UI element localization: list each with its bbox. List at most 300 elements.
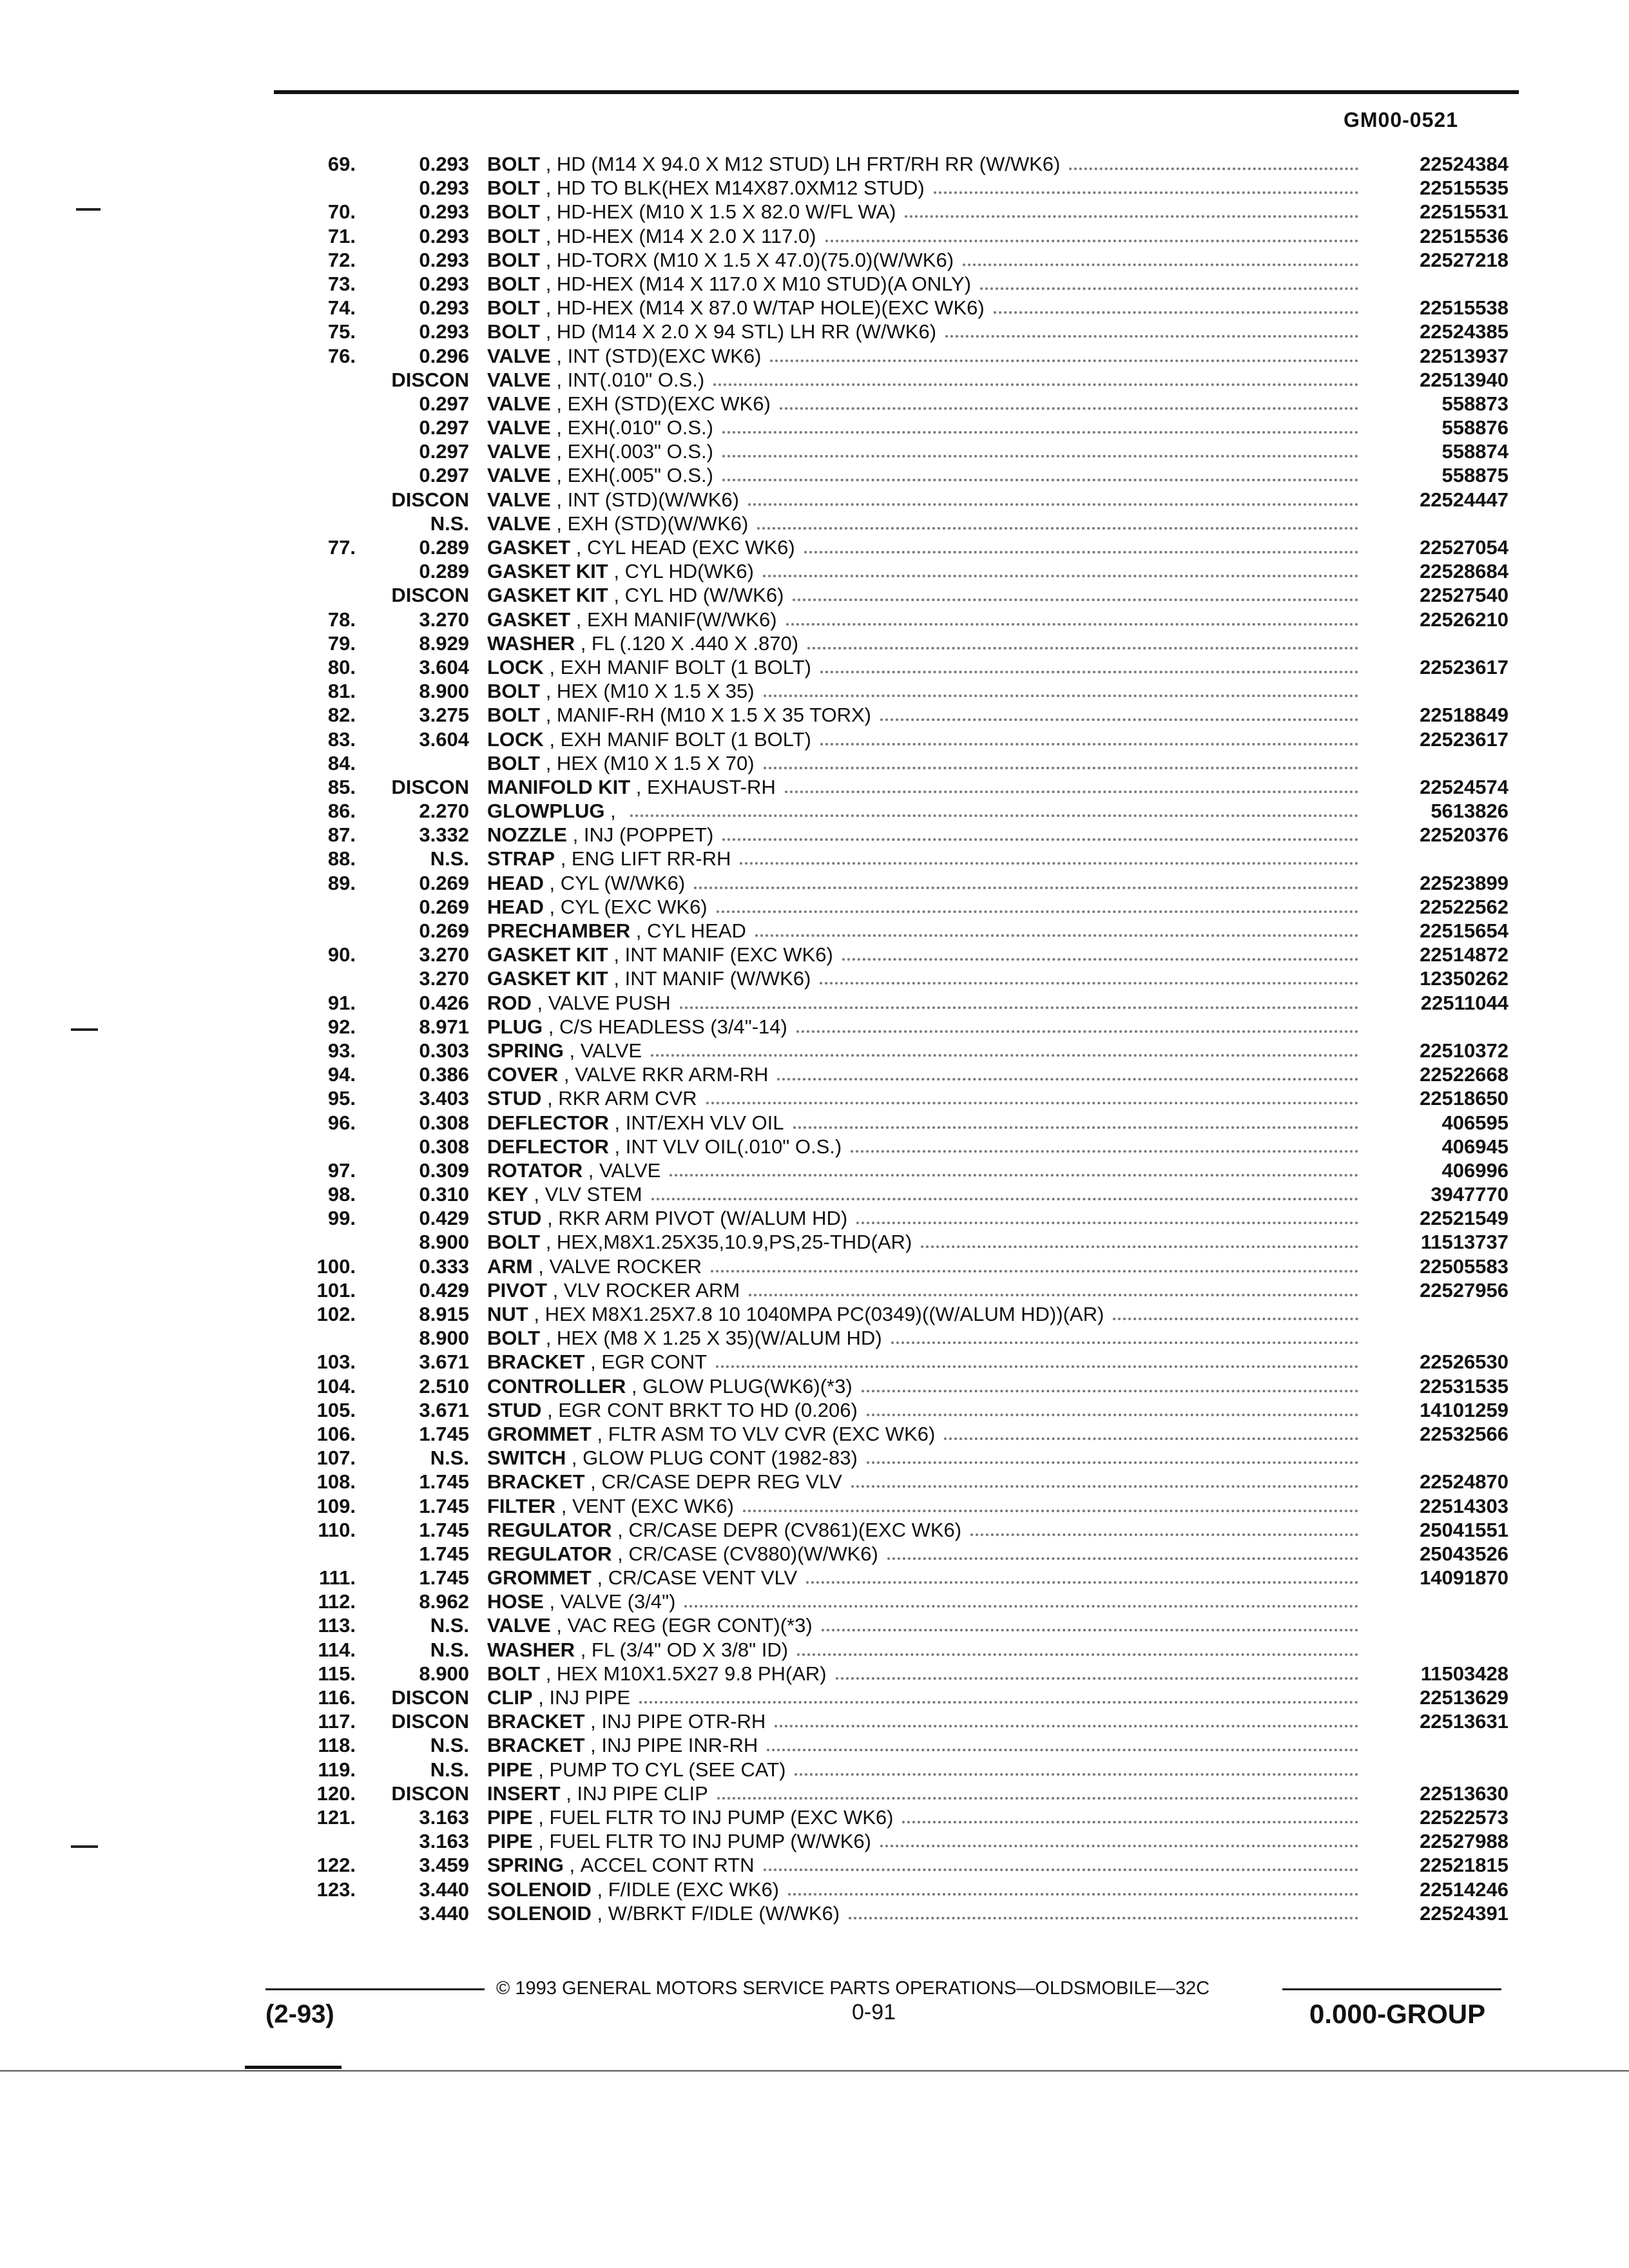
item-number: 108.	[316, 1470, 356, 1494]
parts-row	[0, 1135, 1629, 1158]
separator: ,	[543, 871, 561, 894]
part-description	[487, 1230, 1358, 1254]
dot-leader	[796, 1015, 1358, 1033]
dot-leader	[902, 1805, 1358, 1823]
item-number: 91.	[327, 991, 356, 1014]
group-number: 2.510	[419, 1374, 469, 1398]
dot-leader	[670, 1158, 1358, 1177]
dot-leader	[795, 1758, 1358, 1776]
group-number: 0.293	[419, 224, 469, 247]
part-description	[487, 943, 1358, 966]
part-detail: CYL (W/WK6)	[560, 871, 686, 894]
part-number: 11513737	[1420, 1231, 1509, 1254]
parts-row	[0, 1086, 1629, 1110]
parts-row	[0, 488, 1629, 512]
parts-row	[0, 895, 1629, 919]
part-name: ROD	[487, 991, 532, 1014]
dot-leader	[1113, 1302, 1358, 1320]
footer-scan-mark	[245, 2066, 342, 2069]
part-detail: EGR CONT BRKT TO HD (0.206)	[558, 1398, 858, 1421]
part-detail: HEX,M8X1.25X35,10.9,PS,25-THD(AR)	[556, 1231, 912, 1254]
parts-row	[0, 679, 1629, 703]
part-detail: RKR ARM PIVOT (W/ALUM HD)	[558, 1207, 848, 1230]
part-number: 22514872	[1420, 943, 1509, 966]
group-number: N.S.	[430, 1734, 469, 1757]
group-number: 0.293	[419, 248, 469, 271]
part-name: PLUG	[487, 1015, 543, 1038]
dot-leader	[820, 655, 1358, 673]
group-number: 0.297	[419, 464, 469, 487]
separator: ,	[608, 560, 625, 583]
part-description	[487, 512, 1358, 535]
part-detail: VALVE ROCKER	[549, 1254, 702, 1278]
part-number: 11503428	[1420, 1662, 1509, 1685]
part-name: BOLT	[487, 680, 541, 703]
part-number: 22524870	[1420, 1470, 1509, 1494]
separator: ,	[528, 1183, 545, 1206]
part-detail: CR/CASE (CV880)(W/WK6)	[628, 1542, 878, 1565]
dot-leader	[716, 1350, 1358, 1368]
separator: ,	[543, 895, 561, 918]
separator: ,	[543, 1590, 561, 1613]
part-detail: ACCEL CONT RTN	[580, 1854, 755, 1877]
item-number: 79.	[327, 631, 356, 655]
item-number: 115.	[318, 1662, 356, 1685]
part-name: WASHER	[487, 631, 575, 655]
separator: ,	[543, 655, 561, 678]
group-number: 3.275	[419, 704, 469, 727]
dot-leader	[722, 823, 1358, 841]
part-name: ROTATOR	[487, 1158, 583, 1182]
separator: ,	[540, 296, 557, 320]
item-number: 118.	[318, 1734, 356, 1757]
item-number: 116.	[318, 1686, 356, 1709]
parts-row	[0, 224, 1629, 248]
item-number: 76.	[327, 344, 356, 367]
item-number: 69.	[327, 153, 356, 175]
part-description	[487, 392, 1358, 416]
part-detail: EXH (STD)(EXC WK6)	[567, 392, 771, 415]
group-number: DISCON	[391, 1710, 469, 1733]
group-number: 0.386	[419, 1063, 469, 1086]
group-number: 3.604	[419, 655, 469, 678]
group-number: 1.745	[419, 1518, 469, 1541]
part-detail: HD-HEX (M14 X 2.0 X 117.0)	[556, 224, 816, 247]
parts-row	[0, 775, 1629, 799]
group-number: 0.297	[419, 392, 469, 415]
part-name: REGULATOR	[487, 1518, 612, 1541]
part-number: 22520376	[1420, 823, 1509, 847]
part-description	[487, 655, 1358, 679]
part-name: STUD	[487, 1398, 542, 1421]
group-number: 0.293	[419, 320, 469, 343]
group-number: DISCON	[391, 775, 469, 798]
group-number: DISCON	[391, 368, 469, 391]
item-number: 84.	[327, 751, 356, 774]
part-detail: CYL HD(WK6)	[624, 560, 754, 583]
dot-leader	[851, 1470, 1358, 1488]
item-number: 111.	[319, 1566, 356, 1590]
part-name: SPRING	[487, 1854, 564, 1877]
part-name: VALVE	[487, 1614, 551, 1637]
part-name: NOZZLE	[487, 823, 567, 847]
part-description	[487, 320, 1358, 343]
part-description	[487, 799, 1358, 823]
part-name: BOLT	[487, 272, 541, 295]
item-number: 119.	[318, 1758, 356, 1781]
separator: ,	[566, 1446, 583, 1470]
part-number: 22524447	[1420, 488, 1509, 511]
parts-row	[0, 1446, 1629, 1470]
part-detail: HEX M10X1.5X27 9.8 PH(AR)	[556, 1662, 827, 1685]
part-number: 14101259	[1420, 1398, 1509, 1421]
dot-leader	[764, 1853, 1358, 1871]
part-detail: INT (STD)(W/WK6)	[567, 488, 739, 511]
part-number: 22527956	[1420, 1278, 1509, 1302]
dot-leader	[842, 943, 1358, 961]
part-description	[487, 1805, 1358, 1829]
part-name: BOLT	[487, 224, 541, 247]
group-number: 0.308	[419, 1135, 469, 1158]
item-number: 83.	[327, 727, 356, 751]
parts-row	[0, 847, 1629, 870]
separator: ,	[541, 1087, 559, 1110]
parts-row	[0, 1566, 1629, 1590]
separator: ,	[583, 1158, 599, 1182]
part-name: BOLT	[487, 200, 541, 224]
part-name: ARM	[487, 1254, 533, 1278]
separator: ,	[540, 751, 557, 774]
parts-row	[0, 248, 1629, 272]
part-name: INSERT	[487, 1782, 561, 1805]
parts-row	[0, 1422, 1629, 1446]
group-number: N.S.	[430, 1446, 469, 1470]
part-detail: HD TO BLK(HEX M14X87.0XM12 STUD)	[556, 177, 925, 200]
item-number: 70.	[327, 200, 356, 224]
group-number: 3.163	[419, 1830, 469, 1853]
group-number: DISCON	[391, 1782, 469, 1805]
item-number: 95.	[327, 1087, 356, 1110]
parts-row	[0, 1158, 1629, 1182]
parts-row	[0, 1901, 1629, 1925]
dot-leader	[780, 392, 1358, 410]
item-number: 74.	[327, 296, 356, 320]
document-code: GM00-0521	[1344, 108, 1458, 131]
item-number: 82.	[327, 704, 356, 727]
group-number: 8.900	[419, 680, 469, 703]
parts-row	[0, 368, 1629, 392]
group-number: 1.745	[419, 1542, 469, 1565]
part-description	[487, 1135, 1358, 1158]
part-name: BOLT	[487, 296, 541, 320]
part-name: BRACKET	[487, 1470, 585, 1494]
dot-leader	[755, 919, 1358, 937]
part-detail: GLOW PLUG(WK6)(*3)	[642, 1374, 853, 1398]
part-detail: HEX (M10 X 1.5 X 35)	[556, 680, 755, 703]
part-number: 22518650	[1420, 1087, 1509, 1110]
part-number: 22521815	[1420, 1854, 1509, 1877]
part-name: GROMMET	[487, 1566, 592, 1590]
group-number: 8.929	[419, 631, 469, 655]
part-description	[487, 1302, 1358, 1326]
parts-row	[0, 1278, 1629, 1302]
parts-row	[0, 1518, 1629, 1542]
parts-row	[0, 1254, 1629, 1278]
group-number: 0.293	[419, 177, 469, 200]
separator: ,	[540, 224, 557, 247]
dot-leader	[763, 559, 1358, 577]
parts-row	[0, 1662, 1629, 1686]
dot-leader	[757, 512, 1358, 530]
part-name: BRACKET	[487, 1710, 585, 1733]
part-name: MANIFOLD KIT	[487, 775, 631, 798]
part-description	[487, 871, 1358, 895]
separator: ,	[550, 1614, 568, 1637]
part-name: SWITCH	[487, 1446, 566, 1470]
dot-leader	[706, 1086, 1358, 1104]
parts-row	[0, 966, 1629, 990]
part-number: 22524391	[1420, 1901, 1509, 1925]
dot-leader	[764, 679, 1358, 697]
part-detail: INJ (POPPET)	[583, 823, 714, 847]
part-name: KEY	[487, 1183, 528, 1206]
dot-leader	[980, 272, 1358, 290]
separator: ,	[555, 1494, 573, 1517]
part-description	[487, 344, 1358, 368]
part-detail: INT/EXH VLV OIL	[625, 1111, 784, 1134]
separator: ,	[563, 1039, 581, 1062]
dot-leader	[713, 368, 1358, 386]
part-detail: GLOW PLUG CONT (1982-83)	[583, 1446, 858, 1470]
part-description	[487, 200, 1358, 224]
part-description	[487, 1638, 1358, 1662]
item-number: 73.	[327, 272, 356, 295]
part-number: 22524574	[1420, 775, 1509, 798]
part-description	[487, 1782, 1358, 1805]
part-description	[487, 416, 1358, 439]
dot-leader	[770, 344, 1358, 362]
group-number: 0.426	[419, 991, 469, 1014]
part-number: 22513629	[1420, 1686, 1509, 1709]
group-number: 3.440	[419, 1901, 469, 1925]
part-name: DEFLECTOR	[487, 1111, 609, 1134]
part-detail: HD (M14 X 2.0 X 94 STL) LH RR (W/WK6)	[556, 320, 937, 343]
group-number: 3.459	[419, 1854, 469, 1877]
parts-row	[0, 1542, 1629, 1566]
group-number: N.S.	[430, 512, 469, 535]
parts-row	[0, 1686, 1629, 1709]
separator: ,	[626, 1374, 643, 1398]
parts-row	[0, 200, 1629, 224]
part-name: WASHER	[487, 1638, 575, 1661]
part-name: VALVE	[487, 464, 551, 487]
dot-leader	[722, 439, 1358, 457]
parts-row	[0, 416, 1629, 439]
dot-leader	[749, 1278, 1358, 1296]
part-name: GLOWPLUG	[487, 800, 605, 823]
dot-leader	[717, 1782, 1358, 1800]
separator: ,	[540, 177, 557, 200]
part-number: 558875	[1441, 464, 1509, 487]
parts-row	[0, 1302, 1629, 1326]
part-number: 22522573	[1420, 1805, 1509, 1829]
part-number: 406945	[1441, 1135, 1509, 1158]
group-number: DISCON	[391, 1686, 469, 1709]
dot-leader	[970, 1518, 1358, 1536]
parts-row	[0, 655, 1629, 679]
part-detail: CYL (EXC WK6)	[560, 895, 708, 918]
item-number: 103.	[316, 1350, 356, 1374]
separator: ,	[630, 775, 647, 798]
part-description	[487, 1566, 1358, 1590]
part-detail: VALVE PUSH	[548, 991, 671, 1014]
part-detail: HD-HEX (M14 X 117.0 X M10 STUD)(A ONLY)	[556, 272, 972, 295]
part-number: 22523617	[1420, 655, 1509, 678]
group-number: 0.309	[419, 1158, 469, 1182]
part-number: 22513940	[1420, 368, 1509, 391]
separator: ,	[532, 1758, 550, 1781]
part-detail: CYL HEAD (EXC WK6)	[587, 536, 795, 559]
part-description	[487, 1542, 1358, 1566]
parts-row	[0, 727, 1629, 751]
part-detail: VLV STEM	[545, 1183, 642, 1206]
part-description	[487, 608, 1358, 631]
part-number: 22515536	[1420, 224, 1509, 247]
part-number: 22527988	[1420, 1830, 1509, 1853]
separator: ,	[540, 200, 557, 224]
part-number: 22518849	[1420, 704, 1509, 727]
part-description	[487, 1733, 1358, 1757]
separator: ,	[540, 320, 557, 343]
part-number: 22523617	[1420, 727, 1509, 751]
part-description	[487, 1086, 1358, 1110]
part-number: 22532566	[1420, 1422, 1509, 1445]
separator: ,	[575, 631, 592, 655]
part-description	[487, 296, 1358, 320]
item-number: 94.	[327, 1063, 356, 1086]
part-description	[487, 703, 1358, 727]
part-name: DEFLECTOR	[487, 1135, 609, 1158]
dot-leader	[764, 751, 1358, 769]
parts-row	[0, 1638, 1629, 1662]
parts-row	[0, 152, 1629, 176]
part-number: 14091870	[1420, 1566, 1509, 1590]
dot-leader	[722, 416, 1358, 434]
part-detail: F/IDLE (EXC WK6)	[608, 1878, 780, 1901]
separator: ,	[550, 464, 568, 487]
separator: ,	[550, 344, 568, 367]
separator: ,	[550, 368, 568, 391]
dot-leader	[785, 775, 1358, 793]
group-number: 8.915	[419, 1303, 469, 1325]
part-name: BRACKET	[487, 1734, 585, 1757]
item-number: 106.	[316, 1422, 356, 1445]
part-description	[487, 919, 1358, 943]
group-number: 8.971	[419, 1015, 469, 1038]
part-detail: CR/CASE VENT VLV	[608, 1566, 798, 1590]
part-description	[487, 463, 1358, 487]
separator: ,	[558, 1063, 575, 1086]
group-number: N.S.	[430, 1638, 469, 1661]
item-number: 96.	[327, 1111, 356, 1134]
part-name: REGULATOR	[487, 1542, 612, 1565]
part-number: 22526210	[1420, 608, 1509, 631]
part-detail: EXH (STD)(W/WK6)	[567, 512, 749, 535]
separator: ,	[550, 440, 568, 463]
part-name: HEAD	[487, 895, 544, 918]
group-number: 0.293	[419, 296, 469, 320]
parts-row	[0, 1015, 1629, 1039]
group-number: 0.293	[419, 153, 469, 175]
part-detail: CYL HD (W/WK6)	[624, 584, 784, 607]
dot-leader	[740, 847, 1358, 865]
separator: ,	[575, 1638, 592, 1661]
part-detail: EXH(.010" O.S.)	[567, 416, 713, 439]
part-name: GASKET KIT	[487, 967, 608, 990]
part-number: 22526530	[1420, 1350, 1509, 1374]
dot-leader	[806, 1566, 1358, 1584]
separator: ,	[584, 1734, 602, 1757]
part-number: 22513630	[1420, 1782, 1509, 1805]
dot-leader	[684, 1590, 1358, 1608]
part-detail: RKR ARM CVR	[558, 1087, 697, 1110]
part-description	[487, 1901, 1358, 1925]
part-description	[487, 1758, 1358, 1782]
separator: ,	[591, 1566, 608, 1590]
parts-row	[0, 512, 1629, 535]
parts-row	[0, 1590, 1629, 1613]
part-description	[487, 224, 1358, 248]
group-number: 0.269	[419, 919, 469, 942]
part-description	[487, 1422, 1358, 1446]
part-name: PIPE	[487, 1758, 533, 1781]
parts-row	[0, 1398, 1629, 1422]
item-number: 114.	[318, 1638, 356, 1661]
part-description	[487, 751, 1358, 775]
part-number: 22522562	[1420, 895, 1509, 918]
separator: ,	[540, 680, 557, 703]
part-number: 22527054	[1420, 536, 1509, 559]
parts-row	[0, 176, 1629, 200]
part-description	[487, 991, 1358, 1015]
part-name: NUT	[487, 1303, 528, 1325]
parts-row	[0, 1039, 1629, 1062]
dot-leader	[797, 1638, 1358, 1656]
separator: ,	[543, 1015, 559, 1038]
part-number: 22522668	[1420, 1063, 1509, 1086]
part-detail: HEX (M8 X 1.25 X 35)(W/ALUM HD)	[556, 1327, 882, 1350]
footer-group-label: 0.000-GROUP	[1309, 1999, 1486, 2029]
part-detail: FL (3/4" OD X 3/8" ID)	[591, 1638, 789, 1661]
part-description	[487, 1853, 1358, 1877]
group-number: 1.745	[419, 1494, 469, 1517]
part-description	[487, 176, 1358, 200]
part-detail: FL (.120 X .440 X .870)	[591, 631, 799, 655]
part-name: VALVE	[487, 416, 551, 439]
separator: ,	[563, 1854, 581, 1877]
parts-row	[0, 1733, 1629, 1757]
parts-row	[0, 823, 1629, 847]
parts-list	[0, 152, 1629, 1925]
group-number: 1.745	[419, 1422, 469, 1445]
separator: ,	[591, 1878, 608, 1901]
part-detail: FLTR ASM TO VLV CVR (EXC WK6)	[608, 1422, 936, 1445]
separator: ,	[555, 847, 572, 870]
part-name: GASKET	[487, 608, 571, 631]
group-number: 3.163	[419, 1805, 469, 1829]
parts-row	[0, 871, 1629, 895]
part-name: VALVE	[487, 488, 551, 511]
